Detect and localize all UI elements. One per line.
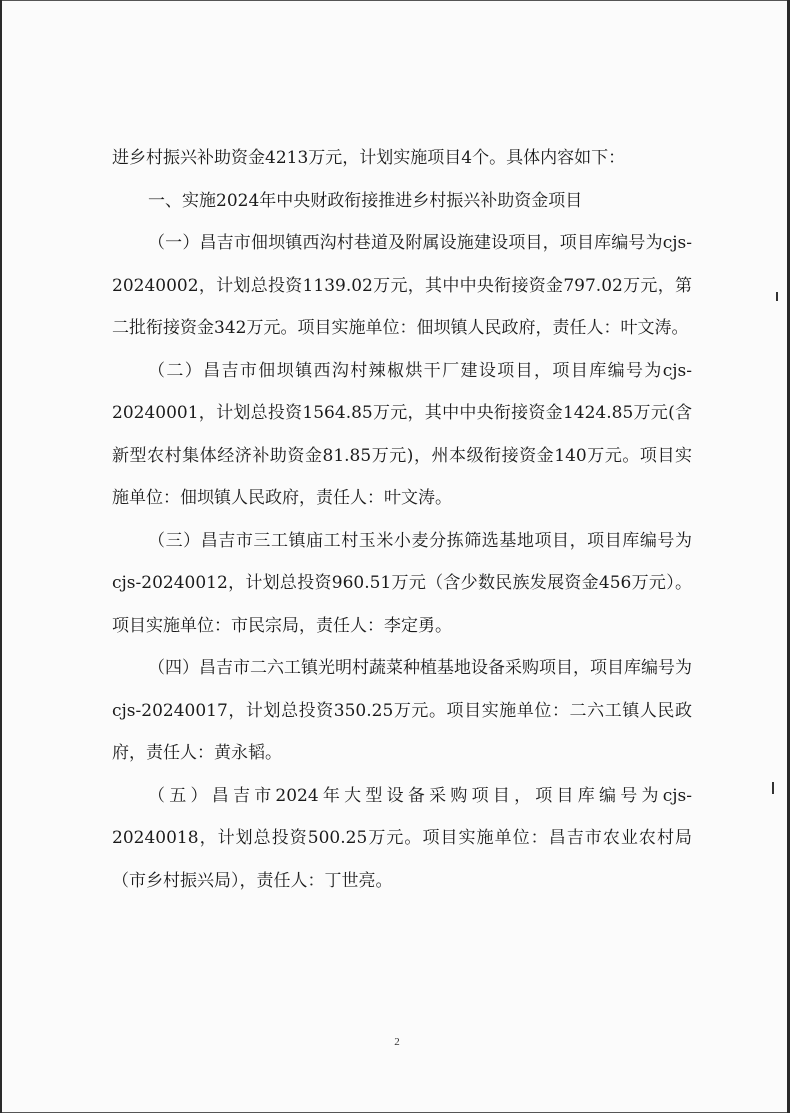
scan-speck (772, 782, 774, 794)
project-item-1: （一）昌吉市佃坝镇西沟村巷道及附属设施建设项目，项目库编号为cjs-20240002，计划总投资1139.02万元，其中中央衔接资金797.02万元，第二批衔接资金342万元。项目实施单位：佃坝镇人民政府，责任人：叶文涛。 (112, 233, 692, 338)
document-body (112, 137, 692, 902)
project-item-5: （五）昌吉市2024年大型设备采购项目，项目库编号为cjs-20240018，计划总投资500.25万元。项目实施单位：昌吉市农业农村局（市乡村振兴局），责任人：丁世亮。 (112, 785, 692, 891)
project-item-2: （二）昌吉市佃坝镇西沟村辣椒烘干厂建设项目，项目库编号为cjs-20240001，计划总投资1564.85万元，其中中央衔接资金1424.85万元(含新型农村集体经济补助资金81.85万元)，州本级衔接资金140万元。项目实施单位：佃坝镇人民政府，责任人：叶文涛。 (112, 360, 692, 508)
section-heading: 一、实施2024年中央财政衔接推进乡村振兴补助资金项目 (148, 190, 583, 211)
project-item-4: （四）昌吉市二六工镇光明村蔬菜种植基地设备采购项目，项目库编号为cjs-20240017，计划总投资350.25万元。项目实施单位：二六工镇人民政府，责任人：黄永韬。 (112, 658, 692, 763)
project-item-3: （三）昌吉市三工镇庙工村玉米小麦分拣筛选基地项目，项目库编号为cjs-20240012，计划总投资960.51万元（含少数民族发展资金456万元）。项目实施单位：市民宗局，责任人：李定勇。 (112, 530, 692, 636)
page-number: 2 (394, 1036, 400, 1048)
paragraph-intro-continuation: 进乡村振兴补助资金4213万元，计划实施项目4个。具体内容如下： (112, 148, 626, 168)
scan-edge-top (2, 0, 787, 1)
scan-speck (776, 292, 778, 301)
